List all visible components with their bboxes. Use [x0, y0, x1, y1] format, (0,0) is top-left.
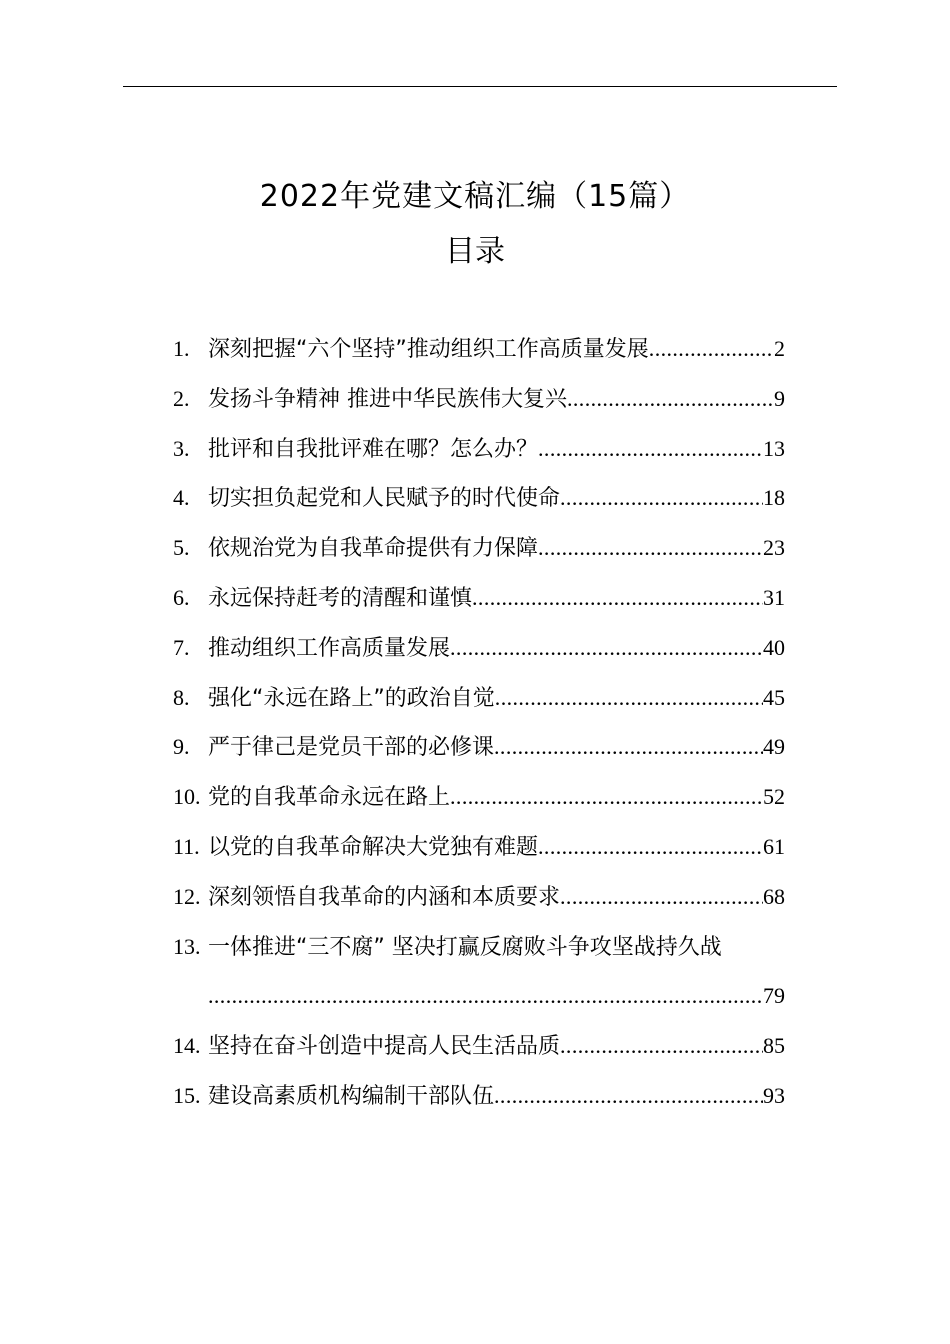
toc-entry-page: 23: [763, 535, 785, 561]
toc-entry-number: 5.: [173, 535, 190, 561]
toc-dot-leader: [495, 673, 763, 723]
toc-entry-title: 党的自我革命永远在路上: [208, 785, 451, 811]
toc-entry-10[interactable]: [173, 772, 785, 822]
toc-entry-title: 严于律己是党员干部的必修课: [208, 735, 495, 761]
toc-dot-leader: [450, 623, 763, 673]
toc-entry-13[interactable]: [173, 922, 785, 1022]
toc-entry-title: 强化“永远在路上”的政治自觉: [208, 685, 495, 711]
toc-entry-page: 40: [763, 634, 785, 660]
toc-entry-number: 9.: [173, 734, 190, 760]
toc-entry-page: 61: [763, 833, 785, 859]
table-of-contents: [173, 324, 785, 1121]
toc-dot-leader: [538, 523, 763, 573]
toc-entry-number: 12.: [173, 883, 201, 909]
toc-entry-page: 45: [763, 684, 785, 710]
toc-dot-leader: [494, 1071, 763, 1121]
toc-entry-8[interactable]: [173, 673, 785, 723]
toc-entry-number: 2.: [173, 385, 190, 411]
document-title: 2022年党建文稿汇编（15篇）: [259, 179, 691, 214]
toc-entry-number: 13.: [173, 933, 201, 959]
header-rule: [123, 86, 837, 87]
toc-entry-2[interactable]: [173, 374, 785, 424]
toc-entry-page: 9: [774, 385, 785, 411]
toc-entry-title: 永远保持赶考的清醒和谨慎: [208, 585, 473, 611]
toc-dot-leader: [208, 971, 763, 1021]
toc-entry-page: 85: [763, 1033, 785, 1059]
toc-entry-page: 2: [774, 336, 785, 361]
toc-entry-page: 49: [763, 734, 785, 760]
toc-entry-11[interactable]: [173, 822, 785, 872]
toc-entry-14[interactable]: [173, 1021, 785, 1071]
toc-entry-title: 依规治党为自我革命提供有力保障: [208, 536, 539, 562]
toc-entry-number: 8.: [173, 684, 190, 710]
toc-dot-leader: [560, 872, 763, 922]
toc-entry-5[interactable]: [173, 523, 785, 573]
document-subtitle: 目录: [445, 234, 505, 269]
toc-entry-title: 深刻领悟自我革命的内涵和本质要求: [208, 884, 561, 910]
toc-entry-title: 推动组织工作高质量发展: [208, 635, 451, 661]
toc-entry-title: 建设高素质机构编制干部队伍: [208, 1083, 495, 1109]
toc-entry-number: 14.: [173, 1033, 201, 1059]
toc-dot-leader: [560, 473, 763, 523]
toc-entry-12[interactable]: [173, 872, 785, 922]
toc-entry-number: 3.: [173, 435, 190, 461]
toc-entry-page: 18: [763, 485, 785, 511]
toc-entry-page: 31: [763, 584, 785, 610]
toc-entry-page: 79: [763, 983, 785, 1009]
toc-entry-4[interactable]: [173, 473, 785, 523]
toc-dot-leader: [649, 324, 774, 374]
toc-entry-9[interactable]: [173, 722, 785, 772]
toc-entry-6[interactable]: [173, 573, 785, 623]
toc-entry-number: 4.: [173, 485, 190, 511]
toc-dot-leader: [450, 772, 763, 822]
toc-dot-leader: [538, 822, 763, 872]
toc-entry-title: 一体推进“三不腐” 坚决打赢反腐败斗争攻坚战持久战: [208, 934, 722, 960]
toc-dot-leader: [538, 424, 763, 474]
toc-entry-number: 7.: [173, 634, 190, 660]
toc-entry-title: 以党的自我革命解决大党独有难题: [208, 834, 539, 860]
toc-dot-leader: [560, 1021, 763, 1071]
toc-entry-15[interactable]: [173, 1071, 785, 1121]
toc-entry-title: 切实担负起党和人民赋予的时代使命: [208, 486, 561, 512]
toc-entry-page: 13: [763, 435, 785, 461]
title-block: [0, 172, 950, 277]
toc-dot-leader: [472, 573, 763, 623]
toc-dot-leader: [567, 374, 774, 424]
toc-entry-title: 坚持在奋斗创造中提高人民生活品质: [208, 1034, 561, 1060]
toc-entry-7[interactable]: [173, 623, 785, 673]
toc-entry-number: 15.: [173, 1082, 201, 1108]
toc-entry-number: 6.: [173, 584, 190, 610]
toc-entry-number: 1.: [173, 336, 190, 361]
toc-entry-number: 11.: [173, 833, 200, 859]
toc-entry-page: 68: [763, 883, 785, 909]
toc-entry-page: 52: [763, 784, 785, 810]
toc-entry-page: 93: [763, 1082, 785, 1108]
toc-entry-line: [173, 922, 785, 972]
toc-entry-title: 发扬斗争精神 推进中华民族伟大复兴: [208, 386, 567, 412]
toc-entry-1[interactable]: [173, 324, 785, 374]
toc-entry-line: [173, 971, 785, 1021]
toc-entry-title: 深刻把握“六个坚持”推动组织工作高质量发展: [208, 337, 649, 362]
toc-dot-leader: [494, 722, 763, 772]
toc-entry-title: 批评和自我批评难在哪？怎么办？: [208, 436, 539, 462]
toc-entry-3[interactable]: [173, 424, 785, 474]
toc-entry-number: 10.: [173, 784, 201, 810]
